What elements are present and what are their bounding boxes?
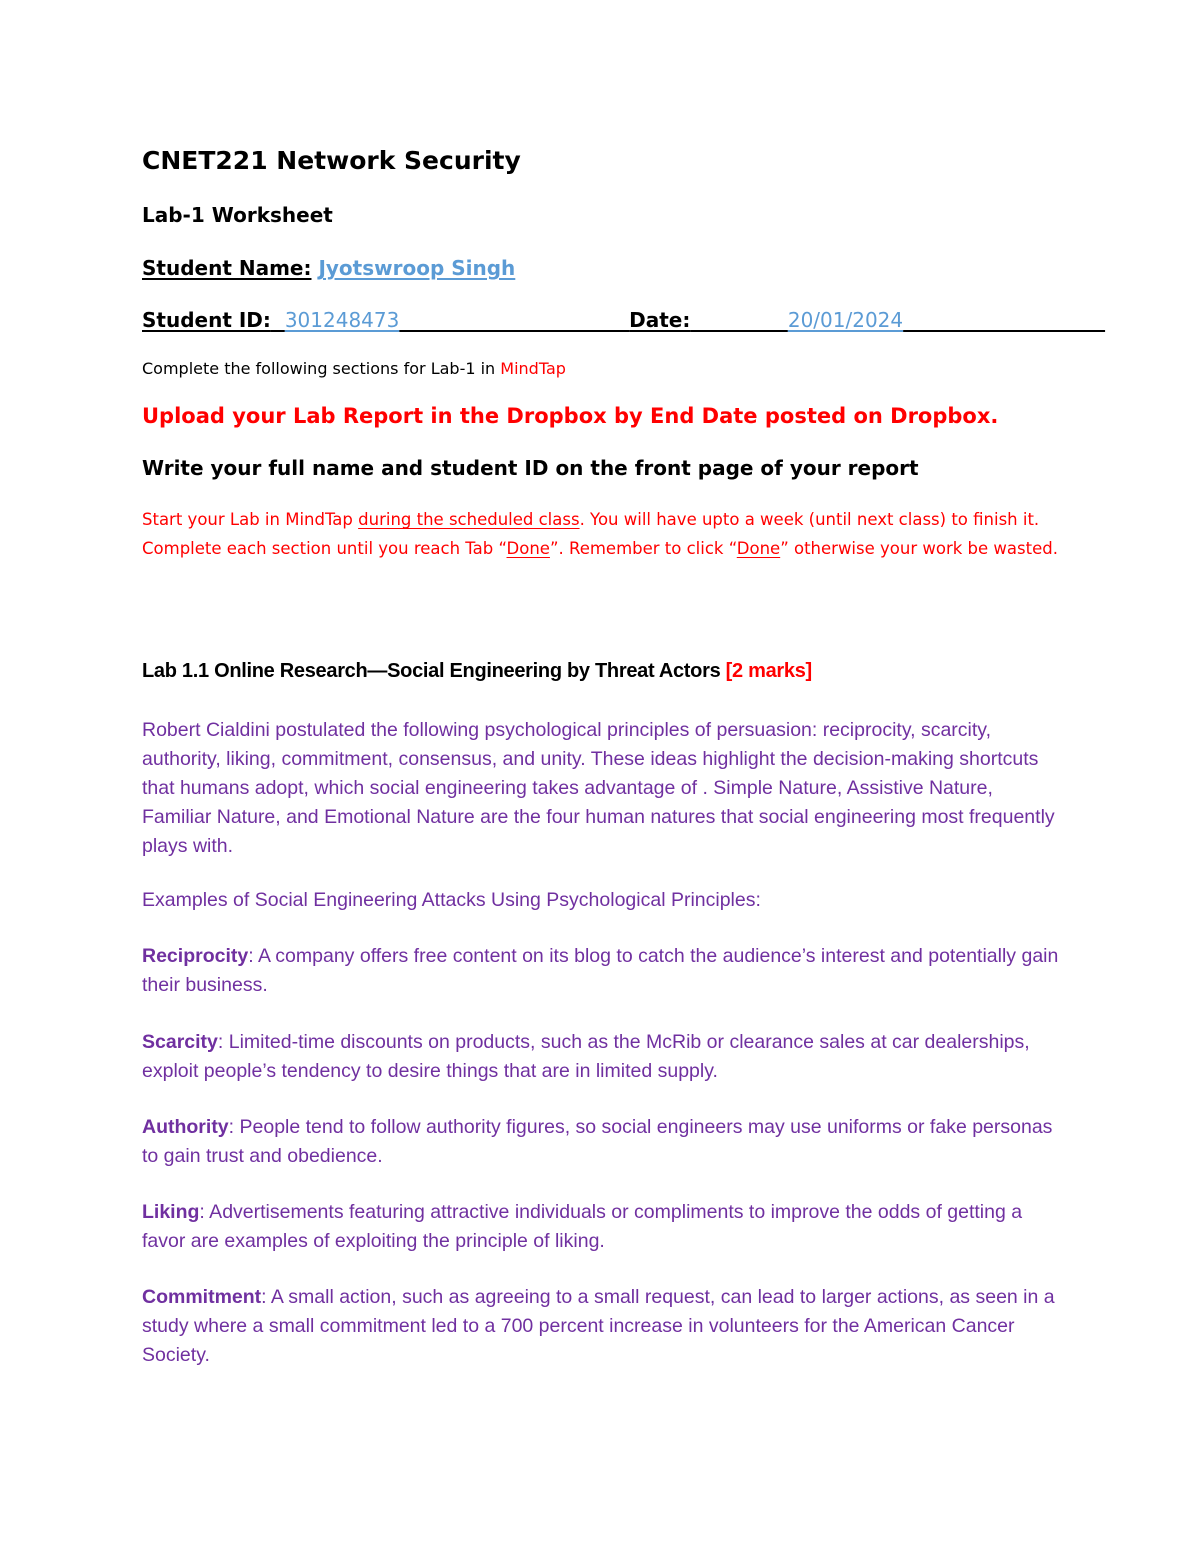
- note-mid: . You will have upto a week (until next class) to finish it. Complete each section until you reach Tab “: [142, 510, 1040, 558]
- example-text: : A company offers free content on its blog to catch the audience’s interest and potentially gain their business.: [142, 945, 1059, 996]
- student-id-label: Student ID:: [142, 308, 271, 332]
- example-text: : People tend to follow authority figures, so social engineers may use uniforms or fake personas to gain trust and obedience.: [142, 1116, 1053, 1167]
- document-subtitle: Lab-1 Worksheet: [142, 203, 333, 227]
- example-text: : Advertisements featuring attractive individuals or compliments to improve the odds of getting a favor are examples of exploiting the principle of liking.: [142, 1201, 1023, 1252]
- lab-notes: [142, 505, 1062, 563]
- example-liking: [142, 1198, 1062, 1256]
- note-mid-2: ”. Remember to click “: [549, 539, 737, 558]
- date-label: Date:: [629, 308, 691, 332]
- document-title: CNET221 Network Security: [142, 146, 521, 175]
- examples-heading: Examples of Social Engineering Attacks Using Psychological Principles:: [142, 889, 761, 911]
- example-commitment: [142, 1283, 1062, 1370]
- write-notice: Write your full name and student ID on the front page of your report: [142, 456, 919, 480]
- section-heading-text: Lab 1.1 Online Research—Social Engineering by Threat Actors: [142, 660, 726, 682]
- note-done-2: Done: [736, 539, 781, 558]
- example-term: Liking: [142, 1201, 200, 1223]
- section-marks: [2 marks]: [725, 660, 812, 682]
- student-id-value: 301248473: [284, 308, 400, 332]
- example-text: : Limited-time discounts on products, such as the McRib or clearance sales at car dealerships, exploit people’s tendency to desire things that are in limited supply.: [142, 1031, 1030, 1082]
- date-value: 20/01/2024: [787, 308, 904, 332]
- example-term: Commitment: [142, 1286, 262, 1308]
- mindtap-text: MindTap: [500, 359, 566, 378]
- intro-paragraph: Robert Cialdini postulated the following psychological principles of persuasion: reciprocity, scarcity, authority, liking, commitment, consensus, and unity. These ideas highlight the decision-making shortcuts that humans adopt, which social engineering takes advantage of . Simple Nature, Assistive Nature, Familiar Nature, and Emotional Nature are the four human natures that social engineering most frequently plays with.: [142, 719, 1055, 857]
- example-term: Scarcity: [142, 1031, 218, 1053]
- example-text: : A small action, such as agreeing to a small request, can lead to larger actions, as seen in a study where a small commitment led to a 700 percent increase in volunteers for the American Cancer Society.: [142, 1286, 1055, 1366]
- student-id-line: [142, 308, 1105, 332]
- note-scheduled-class: during the scheduled class: [358, 510, 580, 529]
- upload-notice: Upload your Lab Report in the Dropbox by End Date posted on Dropbox.: [142, 404, 999, 428]
- example-term: Reciprocity: [142, 945, 249, 967]
- example-reciprocity: [142, 942, 1062, 1000]
- instruction-text: Complete the following sections for Lab-1 in: [142, 359, 501, 378]
- student-name-line: [142, 256, 515, 280]
- note-end: ” otherwise your work be wasted.: [780, 539, 1058, 558]
- example-scarcity: [142, 1028, 1062, 1086]
- instruction-line: [142, 359, 566, 378]
- note-done-1: Done: [506, 539, 550, 558]
- student-name-value: Jyotswroop Singh: [318, 256, 516, 280]
- example-authority: [142, 1113, 1062, 1171]
- note-start: Start your Lab in MindTap: [142, 510, 359, 529]
- student-name-label: Student Name:: [142, 256, 312, 280]
- example-term: Authority: [142, 1116, 229, 1138]
- section-heading: [142, 660, 812, 683]
